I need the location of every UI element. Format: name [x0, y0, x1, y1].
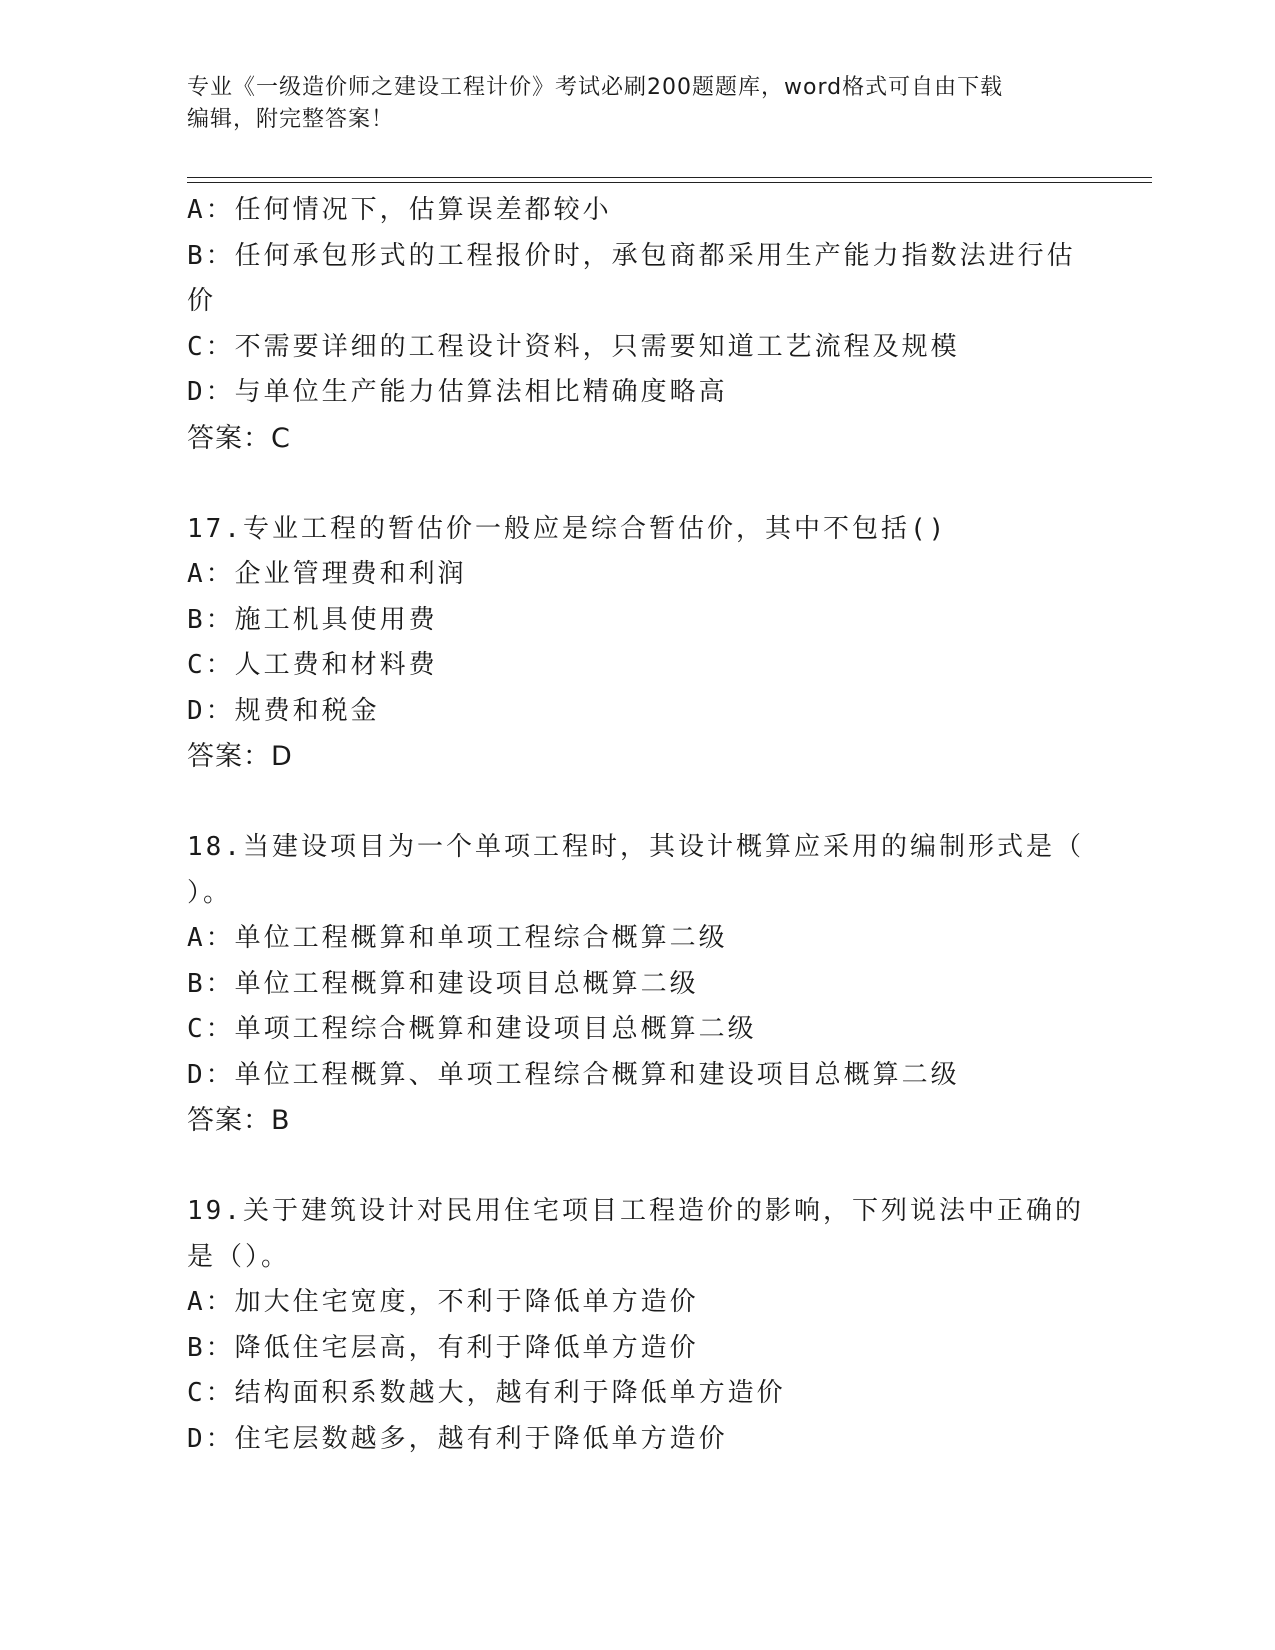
option-d: D：与单位生产能力估算法相比精确度略高: [187, 377, 728, 407]
question-content: [187, 188, 1087, 1462]
option-a: A：加大住宅宽度，不利于降低单方造价: [187, 1287, 699, 1317]
spacer: [187, 1144, 1087, 1190]
option-c: C：不需要详细的工程设计资料，只需要知道工艺流程及规模: [187, 331, 960, 362]
answer-line: 答案：D: [187, 741, 293, 772]
option-b: B：任何承包形式的工程报价时，承包商都采用生产能力指数法进行估: [187, 240, 1076, 271]
option-c: C：结构面积系数越大，越有利于降低单方造价: [187, 1378, 786, 1408]
option-b: B：降低住宅层高，有利于降低单方造价: [187, 1332, 699, 1363]
option-b-continued: 价: [187, 286, 217, 316]
option-b: B：单位工程概算和建设项目总概算二级: [187, 968, 699, 999]
document-header: [187, 72, 1067, 136]
prev-question-block: [187, 188, 1087, 461]
question-stem: 19.关于建筑设计对民用住宅项目工程造价的影响，下列说法中正确的: [187, 1196, 1084, 1226]
question-stem: 17.专业工程的暂估价一般应是综合暂估价，其中不包括(): [187, 513, 948, 544]
question-19: [187, 1189, 1087, 1462]
answer-line: 答案：C: [187, 422, 291, 454]
question-stem: 18.当建设项目为一个单项工程时，其设计概算应采用的编制形式是（: [187, 832, 1084, 862]
option-d: D：住宅层数越多，越有利于降低单方造价: [187, 1423, 728, 1454]
header-title-line1: 专业《一级造价师之建设工程计价》考试必刷200题题库，word格式可自由下载: [187, 75, 1004, 100]
option-c: C：单项工程综合概算和建设项目总概算二级: [187, 1014, 757, 1044]
question-18: [187, 825, 1087, 1144]
question-stem-continued: 是（）。: [187, 1241, 291, 1272]
question-stem-continued: ）。: [187, 877, 233, 908]
answer-line: 答案：B: [187, 1105, 291, 1136]
header-divider-top: [187, 177, 1152, 178]
option-a: A：企业管理费和利润: [187, 559, 467, 589]
question-17: [187, 507, 1087, 780]
spacer: [187, 461, 1087, 507]
option-a: A：任何情况下，估算误差都较小: [187, 195, 612, 225]
header-divider-bottom: [187, 182, 1152, 183]
option-c: C：人工费和材料费: [187, 650, 438, 680]
option-a: A：单位工程概算和单项工程综合概算二级: [187, 923, 728, 953]
option-d: D：规费和税金: [187, 695, 380, 726]
spacer: [187, 780, 1087, 826]
header-title-line2: 编辑，附完整答案！: [187, 107, 395, 132]
option-b: B：施工机具使用费: [187, 604, 438, 635]
option-d: D：单位工程概算、单项工程综合概算和建设项目总概算二级: [187, 1059, 960, 1090]
